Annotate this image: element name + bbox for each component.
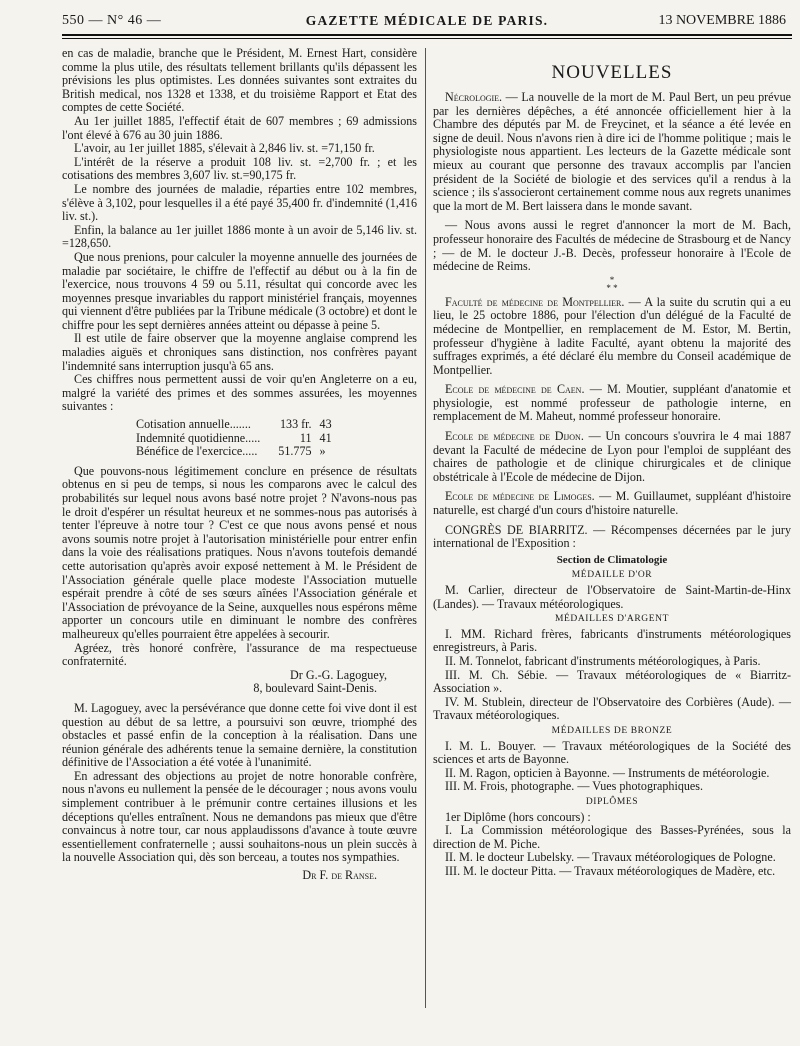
medal-heading: MÉDAILLES D'ARGENT (554, 614, 670, 625)
table-value: 133 fr. (279, 417, 312, 432)
award-item: I. MM. Richard frères, fabricants d'instruments météorologiques enregistreurs, à Paris. (433, 626, 791, 655)
medal-heading: MÉDAILLE D'OR (571, 570, 653, 581)
table-value: 41 (319, 430, 332, 445)
award-item: II. M. le docteur Lubelsky. — Travaux météorologiques de Pologne. (445, 850, 776, 865)
award-item: I. La Commission météorologique des Basses-Pyrénées, sous la direction de M. Piche. (433, 823, 791, 851)
paragraph: En adressant des objections au projet de notre honorable confrère, nous n'avons eu nullement la pensée de le décourager ; nous avons voulu simplement contribuer à le prémunir contre certaines illusions et les déceptions qu'elles entraînent. Nous ne demandons pas mieux que d'être convaincus à notre tour, car nous applaudissons d'avance à toute œuvre essentiellement confraternelle ; aussi souhaitons-nous un plein succès à la nouvelle Association qui, dès son berceau, a toutes nos sympathies. (62, 768, 417, 865)
news-item (433, 490, 791, 517)
table-row (132, 418, 336, 432)
journal-title: GAZETTE MÉDICALE DE PARIS. (305, 13, 549, 28)
table-label: Cotisation annuelle....... (136, 417, 251, 432)
medal-heading: DIPLÔMES (585, 796, 639, 807)
paragraph: Il est utile de faire observer que la moyenne anglaise comprend les maladies aiguës et chroniques sans distinction, nos confrères payant l'indemnité sans interruption jusqu'à 65 ans. (62, 331, 417, 373)
table-label: Bénéfice de l'exercice..... (136, 444, 258, 459)
paragraph: Que nous prenions, pour calculer la moyenne annuelle des journées de maladie par sociétaire, le chiffre de l'effectif au début ou à la fin de l'exercice, nous trouvons 4 59 ou 5.11, résultat qui concorde avec les moyennes presque invariables du rapport ministériel français, moyennes qui viennent d'être publiées par la Tribune médicale (3 octobre) et dont le chiffre pour les sept dernières années atteint ou dépasse à peine 5. (62, 249, 417, 332)
paragraph: M. Lagoguey, avec la persévérance que donne cette foi vive dont il est question au début de sa lettre, a poursuivi son œuvre, triomphé des obstacles et passé enfin de la conception à la réalisation. Dans une réunion générale des adhérents tenue la semaine dernière, la constitution définitive de l'Association a été votée à l'unanimité. (62, 700, 417, 770)
page-header (62, 10, 792, 32)
header-rule (62, 34, 792, 36)
award-item: III. M. le docteur Pitta. — Travaux météorologiques de Madère, etc. (445, 863, 776, 878)
award-item: IV. M. Stublein, directeur de l'Observatoire des Corbières (Aude). — Travaux météorologiques. (433, 694, 791, 723)
right-column (433, 47, 791, 878)
table-value: 43 (319, 417, 332, 432)
award-item: III. M. Frois, photographe. — Vues photographiques. (445, 779, 704, 794)
news-item (433, 430, 791, 484)
news-item (433, 91, 791, 213)
news-text: — La nouvelle de la mort de M. Paul Bert, un peu prévue par les dernières dépêches, a été annoncée officiellement hier à la Chambre des députés par M. de Freycinet, et la séance a été levée en signe de deuil. Nous n'avons rien à dire ici de l'homme politique ; mais le physiologiste nous appartient. Les lecteurs de la Gazette médicale sont mieux au courant que personne des travaux accomplis par l'ancien président de la Société de biologie et des services qu'il a rendus à la science ; ils s'associeront certainement comme nous aux regrets unanimes que la mort de M. Bert laissera dans le monde savant. (433, 90, 791, 213)
table-row (132, 432, 336, 446)
column-divider (425, 48, 426, 1008)
signature-address: 8, boulevard Saint-Denis. (253, 681, 377, 696)
paragraph: Au 1er juillet 1885, l'effectif était de 607 membres ; 69 admissions l'ont élevé à 676 au 30 juin 1886. (62, 113, 417, 142)
news-text: — A la suite du scrutin qui a eu lieu, le 25 octobre 1886, pour l'élection d'un délégué de la Faculté de médecine de Montpellier, en remplacement de M. Estor, M. Bertin, professeur d'hygiène à ladite Faculté, ayant obtenu la majorité des suffrages exprimés, a été déclaré élu membre du Conseil académique de Montpellier. (433, 294, 791, 377)
table-label: Indemnité quotidienne..... (136, 430, 261, 445)
news-heading: Ecole de médecine de Dijon. (445, 429, 584, 444)
paragraph: Le nombre des journées de maladie, réparties entre 102 membres, s'élève à 3,102, pour lesquelles il a été payé 35,400 fr. d'indemnité (1,416 liv. st.). (62, 181, 417, 224)
news-item (433, 296, 791, 378)
section-title: NOUVELLES (551, 62, 673, 83)
table-row (132, 445, 336, 459)
news-item (433, 524, 791, 551)
award-item: 1er Diplôme (hors concours) : (445, 809, 591, 824)
header-rule-thin (62, 38, 792, 39)
news-text: — Récompenses décernées par le jury international de l'Exposition : (433, 522, 791, 551)
page-number: 550 — N° 46 — (62, 13, 162, 28)
paragraph: L'avoir, au 1er juillet 1885, s'élevait à 2,846 liv. st. =71,150 fr. (74, 141, 375, 156)
paragraph: Que pouvons-nous légitimement conclure en présence de résultats obtenus en si peu de temps, si nous les comparons avec le calcul des probabilités sur lequel nous avons basé notre projet ? N'avons-nous pas le droit d'espérer un résultat heureux et ne sommes-nous pas autorisés à tenter l'épreuve à notre tour ? C'est ce que nous avons pensé et nous avons soumis notre projet à l'autorisation ministérielle pour entrer enfin dans la voie des réalisations pratiques. Nous n'avons toutefois demandé cette autorisation qu'après avoir exposé nettement à M. le Président de l'Association générale quelle place modeste l'Association mutuelle espérait prendre à côté de ses sœurs aînées l'Association générale et l'Association de prévoyance de la Seine, auxquelles nous espérons même apporter un concours utile en diminuant le nombre des confrères malheureux qu'elles pourraient être appelées à secourir. (62, 463, 417, 641)
signature-author: Dr F. de Ranse. (302, 868, 377, 883)
table-value: » (319, 444, 326, 459)
medal-heading: MÉDAILLES DE BRONZE (551, 725, 673, 736)
news-text: — M. Moutier, suppléant d'anatomie et physiologie, est nommé professeur de pathologie interne, en remplacement de M. Maheut, nommé professeur honoraire. (433, 382, 792, 424)
separator-stars: * * * (606, 274, 618, 293)
award-item: I. M. L. Bouyer. — Travaux météorologiques de la Société des sciences et arts de Bayonne. (433, 738, 791, 767)
paragraph: Ces chiffres nous permettent aussi de voir qu'en Angleterre on a eu, malgré la variété des primes et des sommes assurées, les moyennes suivantes : (62, 372, 417, 414)
paragraph: en cas de maladie, branche que le Président, M. Ernest Hart, considère comme la plus utile, des résultats tellement brillants qu'ils dépassent les prévisions les plus optimistes. Les données suivantes sont extraites du British medical, nos 1328 et 1338, et du troisième Rapport et Etat des comptes de cette Société. (62, 46, 417, 115)
award-item: II. M. Tonnelot, fabricant d'instruments météorologiques, à Paris. (445, 653, 761, 668)
news-heading: CONGRÈS DE BIARRITZ. (445, 522, 588, 537)
news-heading: Nécrologie. (445, 90, 503, 104)
issue-date: 13 NOVEMBRE 1886 (658, 13, 786, 28)
paragraph: L'intérêt de la réserve a produit 108 liv. st. =2,700 fr. ; et les cotisations des membres 3,607 liv. st.=90,175 fr. (62, 154, 417, 183)
news-heading: Ecole de médecine de Caen. (445, 382, 585, 397)
award-item: III. M. Ch. Sébie. — Travaux météorologiques de « Biarritz-Association ». (433, 667, 791, 696)
news-item (433, 383, 791, 424)
paragraph: Enfin, la balance au 1er juillet 1886 monte à un avoir de 5,146 liv. st. =128,650. (62, 222, 417, 251)
table-value: 51.775 (278, 444, 312, 459)
left-column (62, 47, 417, 883)
news-heading: Ecole de médecine de Limoges. (445, 489, 595, 504)
news-text: — M. Guillaumet, suppléant d'histoire naturelle, est chargé d'un cours d'histoire naturelle. (433, 489, 791, 518)
averages-table (132, 418, 336, 459)
award-item: M. Carlier, directeur de l'Observatoire de Saint-Martin-de-Hinx (Landes). — Travaux météorologiques. (433, 583, 791, 611)
section-heading: Section de Climatologie (556, 553, 668, 566)
news-heading: Faculté de médecine de Montpellier. (445, 294, 625, 309)
signature-name: Dr G.-G. Lagoguey, (290, 667, 387, 682)
news-item: — Nous avons aussi le regret d'annoncer la mort de M. Bach, professeur honoraire des Facultés de médecine de Strasbourg et de Nancy ; — de M. le docteur J.-B. Decès, professeur honoraire à l'Ecole de médecine de Reims. (433, 218, 791, 274)
paragraph: Agréez, très honoré confrère, l'assurance de ma respectueuse confraternité. (62, 640, 417, 669)
table-value: 11 (299, 430, 312, 445)
award-item: II. M. Ragon, opticien à Bayonne. — Instruments de météorologie. (445, 765, 770, 780)
news-text: — Un concours s'ouvrira le 4 mai 1887 devant la Faculté de médecine de Lyon pour l'emploi de suppléant des chaires de pathologie et de clinique chirurgicales et de clinique obstétricale à l'Ecole de médecine de Dijon. (433, 429, 791, 484)
